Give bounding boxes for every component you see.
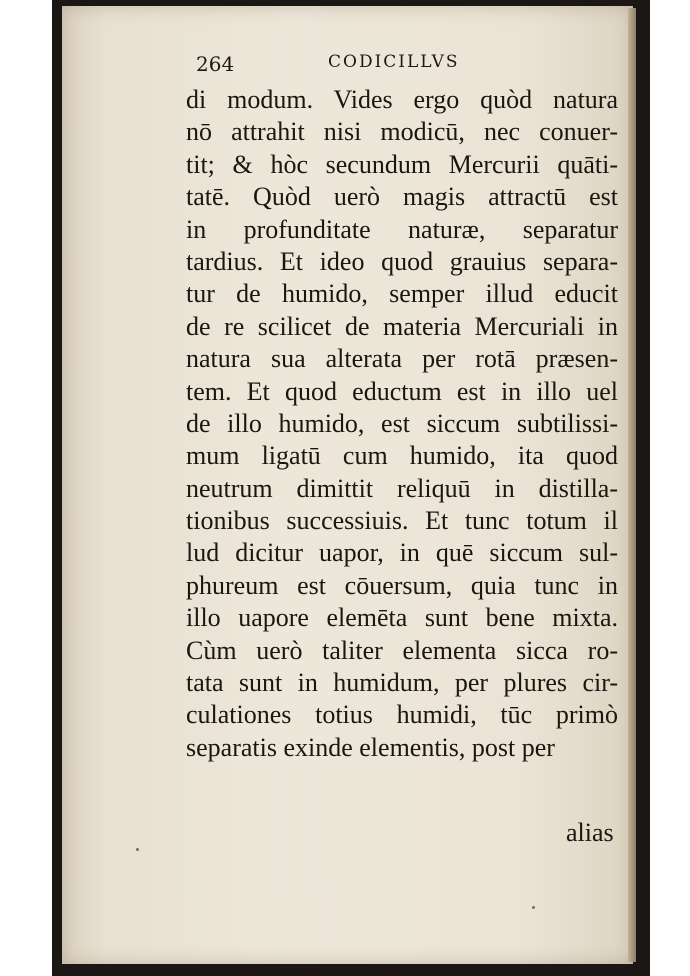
text-line: tardius. Et ideo quod grauius separa- bbox=[186, 246, 618, 276]
text-line: lud dicitur uapor, in quē siccum sul- bbox=[186, 538, 618, 568]
text-line: nō attrahit nisi modicū, nec conuer- bbox=[186, 117, 618, 147]
text-line: tatē. Quòd uerò magis attractū est bbox=[186, 182, 618, 212]
text-line: illo uapore elemēta sunt bene mixta. bbox=[186, 603, 618, 633]
text-line: de illo humido, est siccum subtilissi- bbox=[186, 408, 618, 438]
running-title: CODICILLVS bbox=[328, 52, 460, 72]
text-line: in profunditate naturæ, separatur bbox=[186, 214, 618, 244]
text-block bbox=[186, 84, 618, 864]
text-line: phureum est cōuersum, quia tunc in bbox=[186, 570, 618, 600]
text-line: Cùm uerò taliter elementa sicca ro- bbox=[186, 635, 618, 665]
text-line: tionibus successiuis. Et tunc totum il bbox=[186, 506, 618, 536]
page-number: 264 bbox=[196, 52, 235, 76]
text-line: tata sunt in humidum, per plures cir- bbox=[186, 668, 618, 698]
text-line: di modum. Vides ergo quòd natura bbox=[186, 85, 618, 114]
text-line: tem. Et quod eductum est in illo uel bbox=[186, 376, 618, 406]
text-line: separatis exinde elementis, post per bbox=[186, 732, 555, 762]
text-line: natura sua alterata per rotā præsen- bbox=[186, 344, 618, 374]
text-line: mum ligatū cum humido, ita quod bbox=[186, 441, 618, 471]
text-line: tit; & hòc secundum Mercurii quāti- bbox=[186, 149, 618, 179]
text-line: de re scilicet de materia Mercuriali in bbox=[186, 311, 618, 341]
text-line: neutrum dimittit reliquū in distilla- bbox=[186, 473, 618, 503]
paper-speck bbox=[532, 906, 535, 909]
running-head bbox=[196, 52, 616, 78]
paper-speck bbox=[136, 848, 139, 851]
page-edge bbox=[628, 8, 636, 962]
text-line: culationes totius humidi, tūc primò bbox=[186, 700, 618, 730]
catchword: alias bbox=[566, 818, 614, 847]
text-line: tur de humido, semper illud educit bbox=[186, 279, 618, 309]
